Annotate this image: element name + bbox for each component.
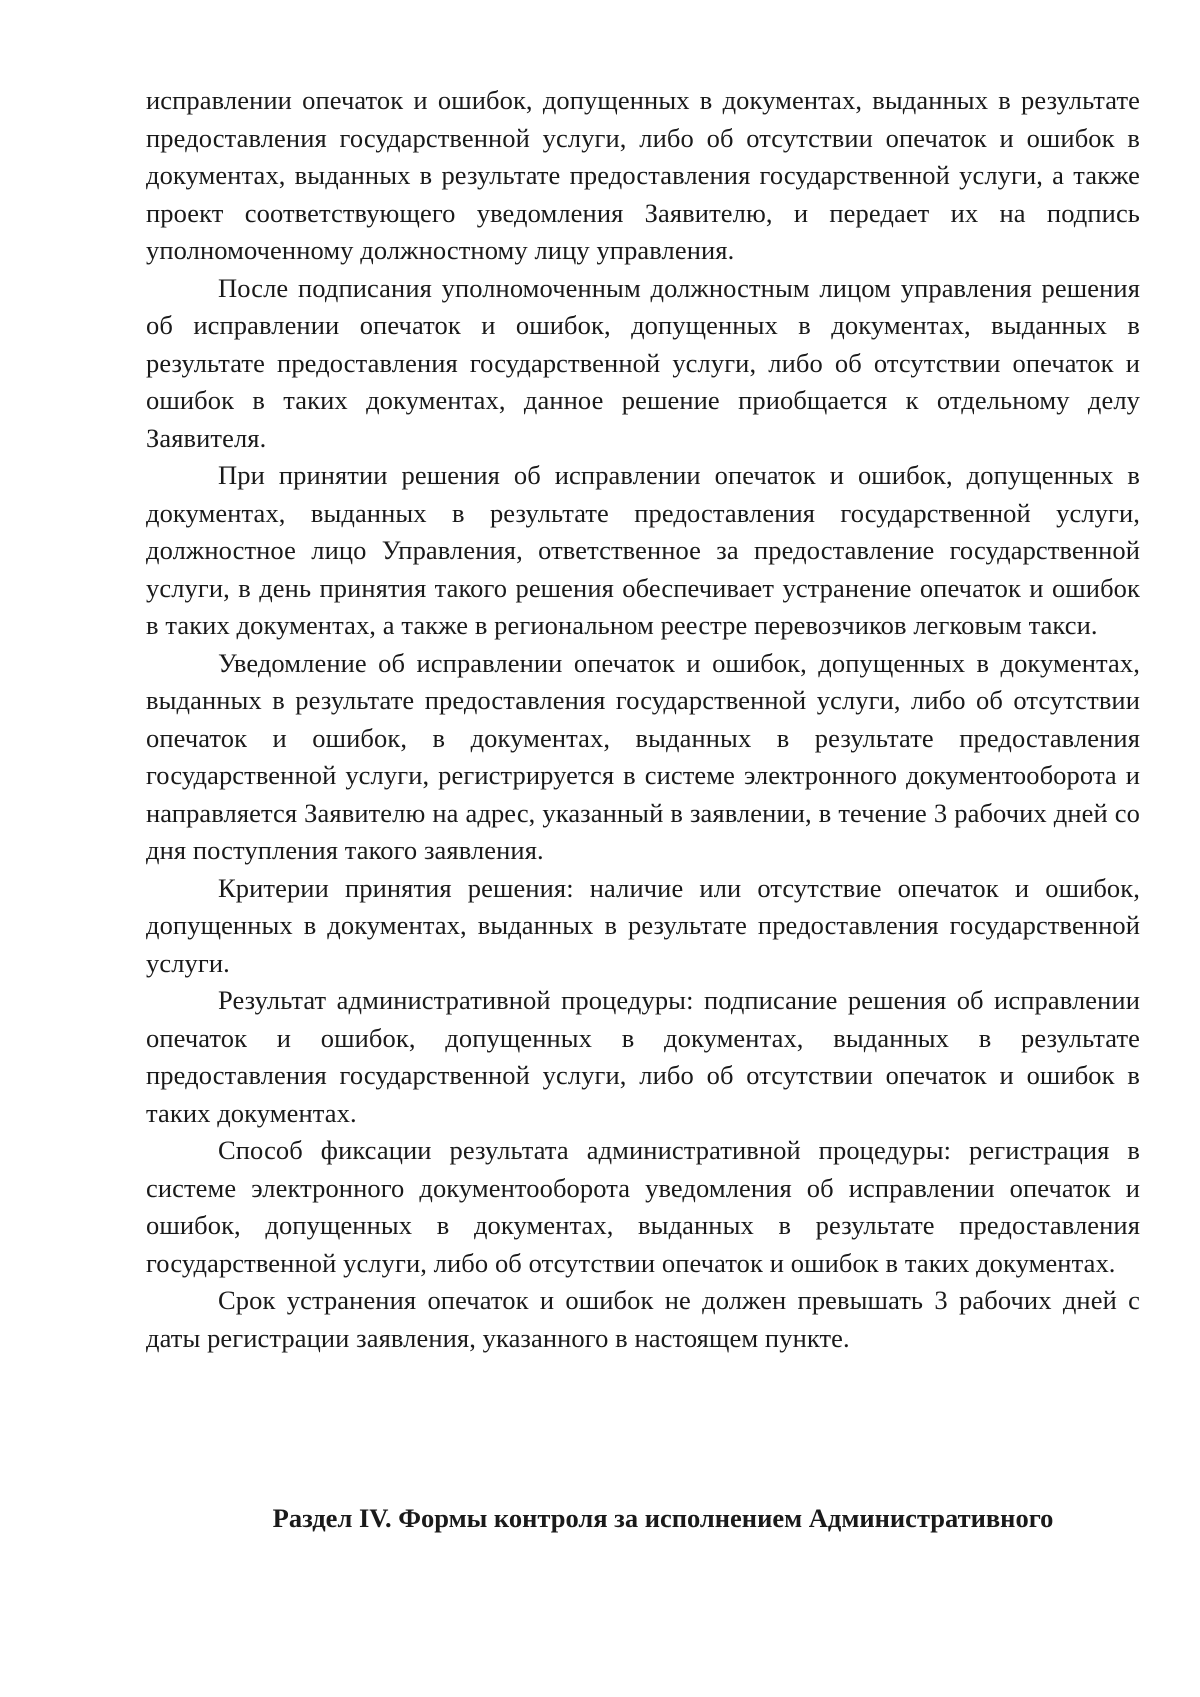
section-heading: Раздел IV. Формы контроля за исполнением Административного: [272, 1503, 1054, 1533]
paragraph-signing: После подписания уполномоченным должностным лицом управления решения об исправлении опечаток и ошибок, допущенных в документах, выданных в результате предоставления государственной услуги, либо об отсутствии опечаток и ошибок в таких документах, данное решение приобщается к отдельному делу Заявителя.: [146, 272, 1140, 453]
paragraph-notification: Уведомление об исправлении опечаток и ошибок, допущенных в документах, выданных в результате предоставления государственной услуги, либо об отсутствии опечаток и ошибок, в документах, выданных в результате предоставления государственной услуги, регистрируется в системе электронного документооборота и направляется Заявителю на адрес, указанный в заявлении, в течение 3 рабочих дней со дня поступления такого заявления.: [146, 647, 1140, 865]
document-body: [146, 82, 1140, 1357]
paragraph-deadline: Срок устранения опечаток и ошибок не должен превышать 3 рабочих дней с даты регистрации заявления, указанного в настоящем пункте.: [146, 1285, 1140, 1353]
paragraph-result: Результат административной процедуры: подписание решения об исправлении опечаток и ошибок, допущенных в документах, выданных в результате предоставления государственной услуги, либо об отсутствии опечаток и ошибок в таких документах.: [146, 985, 1140, 1128]
paragraph-recording-method: Способ фиксации результата административной процедуры: регистрация в системе электронного документооборота уведомления об исправлении опечаток и ошибок, допущенных в документах, выданных в результате предоставления государственной услуги, либо об отсутствии опечаток и ошибок в таких документах.: [146, 1135, 1140, 1278]
paragraph-correction-decision: При принятии решения об исправлении опечаток и ошибок, допущенных в документах, выданных в результате предоставления государственной услуги, должностное лицо Управления, ответственное за предоставление государственной услуги, в день принятия такого решения обеспечивает устранение опечаток и ошибок в таких документах, а также в региональном реестре перевозчиков легковым такси.: [146, 460, 1140, 640]
paragraph-criteria: Критерии принятия решения: наличие или отсутствие опечаток и ошибок, допущенных в документах, выданных в результате предоставления государственной услуги.: [146, 872, 1140, 978]
paragraph-continuation: исправлении опечаток и ошибок, допущенных в документах, выданных в результате предоставления государственной услуги, либо об отсутствии опечаток и ошибок в документах, выданных в результате предоставления государственной услуги, а также проект соответствующего уведомления Заявителю, и передает их на подпись уполномоченному должностному лицу управления.: [146, 85, 1140, 265]
